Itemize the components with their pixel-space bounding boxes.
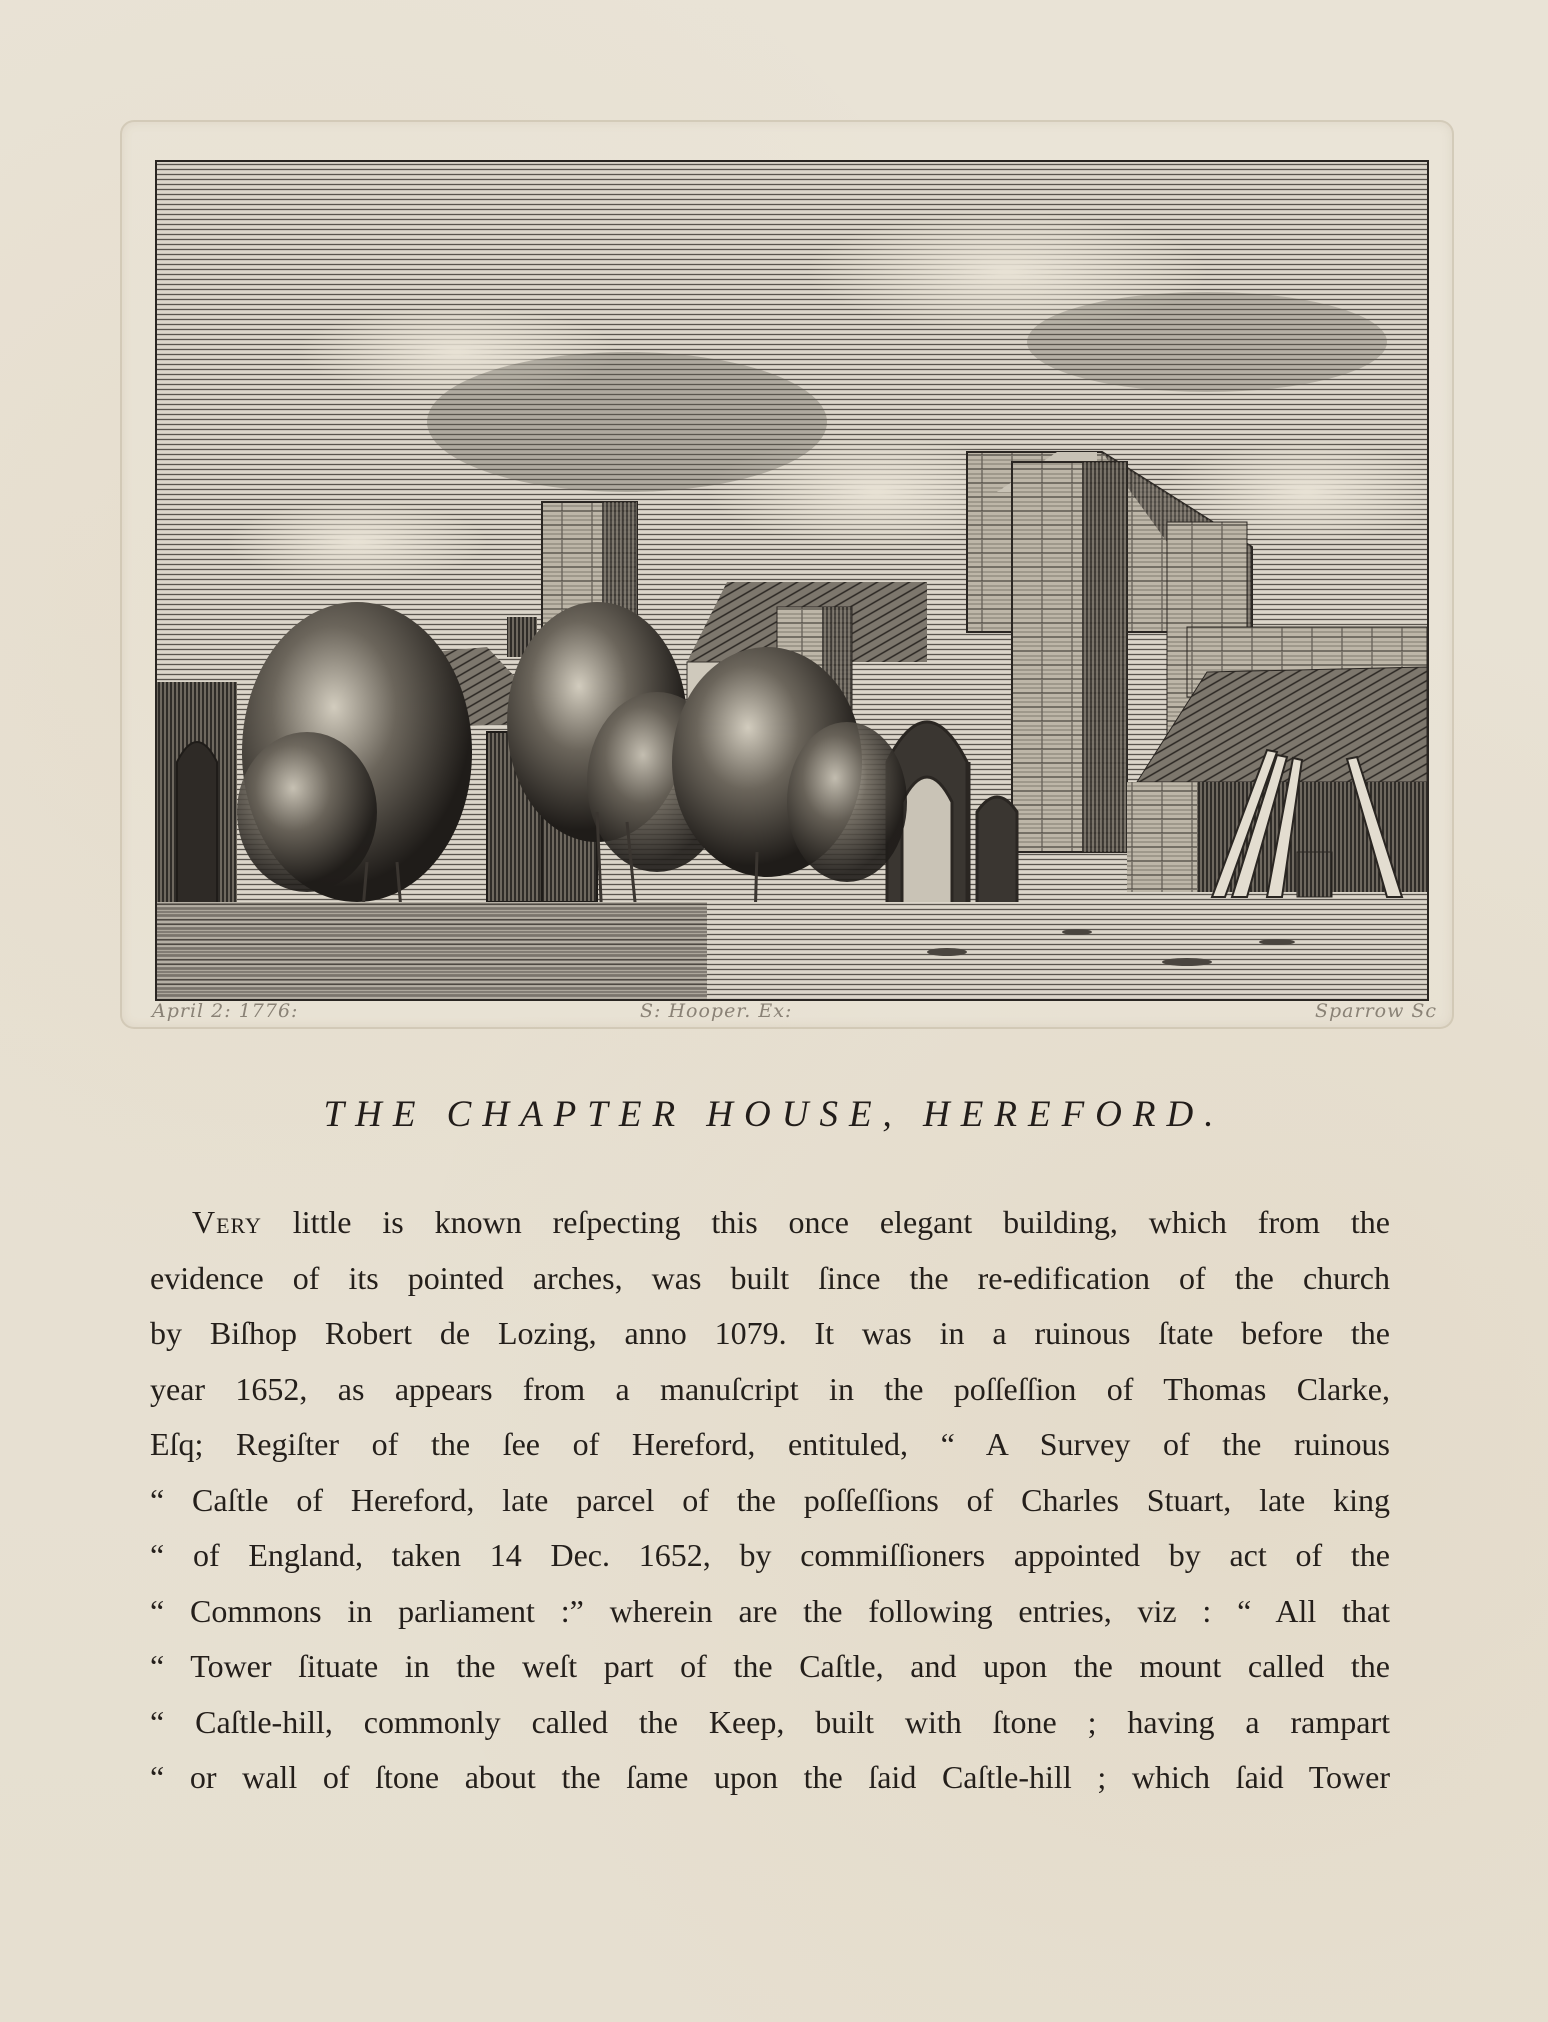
text-line-7: “ of England, taken 14 Dec. 1652, by commiſſioners appointed by act of the (150, 1537, 1390, 1573)
text-line-9: “ Tower ſituate in the weſt part of the Caſtle, and upon the mount called the (150, 1648, 1390, 1684)
text-line-1: Very little is known reſpecting this once elegant building, which from the (192, 1204, 1390, 1240)
engraving-illustration (155, 160, 1429, 1001)
text-line-10: “ Caſtle-hill, commonly called the Keep, built with ſtone ; having a rampart (150, 1703, 1390, 1740)
text-line-11: “ or wall of ſtone about the ſame upon the ſaid Caſtle-hill ; which ſaid Tower (150, 1759, 1390, 1795)
text-line-4: year 1652, as appears from a manuſcript in the poſſeſſion of Thomas Clarke, (150, 1370, 1390, 1407)
text-line-5: Eſq; Regiſter of the ſee of Hereford, entituled, “ A Survey of the ruinous (150, 1426, 1390, 1462)
engraving-scene (157, 162, 1427, 999)
text-line-6: “ Caſtle of Hereford, late parcel of the poſſeſſions of Charles Stuart, late king (150, 1481, 1390, 1518)
lead-word: Very (192, 1204, 262, 1240)
text-line-3: by Biſhop Robert de Lozing, anno 1079. It was in a ruinous ſtate before the (150, 1315, 1390, 1351)
artist-inscription: S: Hooper. Ex: (640, 1000, 793, 1022)
engraver-inscription: Sparrow Sc (1315, 1000, 1438, 1022)
page-title: THE CHAPTER HOUSE, HEREFORD. (323, 1094, 1225, 1135)
text-line-8: “ Commons in parliament :” wherein are the following entries, viz : “ All that (150, 1592, 1390, 1629)
body-paragraph (150, 1195, 1390, 1806)
date-inscription: April 2: 1776: (152, 1000, 299, 1022)
text-line-2: evidence of its pointed arches, was built ſince the re-edification of the church (150, 1259, 1390, 1296)
